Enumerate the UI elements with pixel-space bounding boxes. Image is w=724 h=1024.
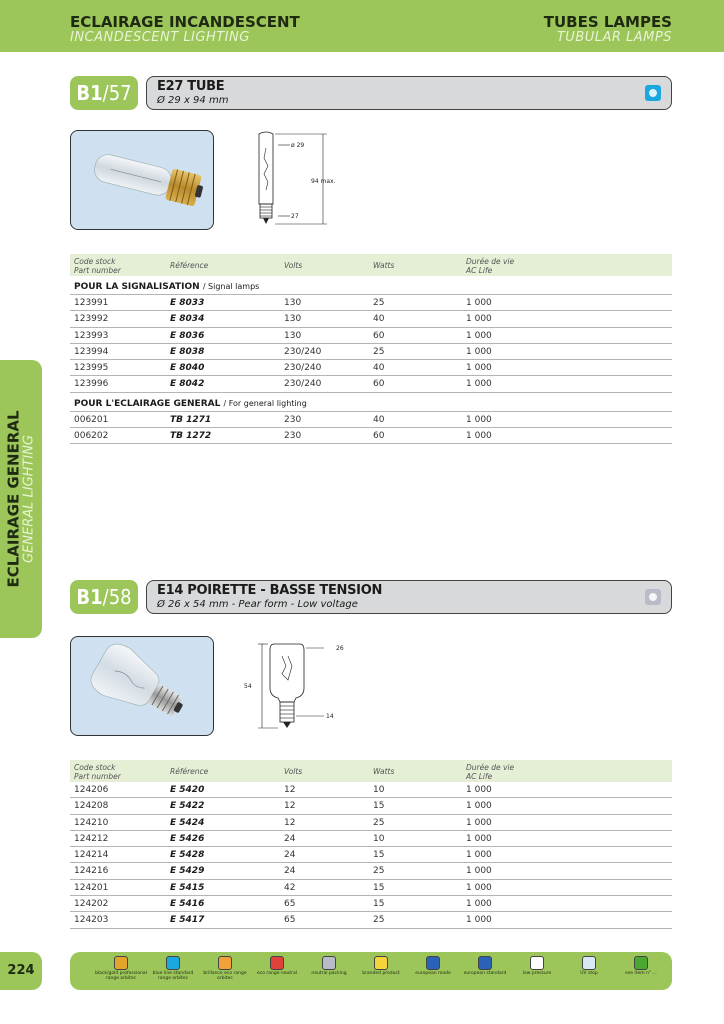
cell-watts: 15 xyxy=(373,850,385,861)
cell-volts: 24 xyxy=(284,850,296,861)
cell-code: 123992 xyxy=(74,314,109,325)
product-code-badge xyxy=(70,76,138,110)
legend-label: low pressure xyxy=(522,971,552,976)
table-row xyxy=(70,912,672,928)
cell-reference: E 8040 xyxy=(170,363,205,374)
table-row xyxy=(70,311,672,327)
legend-label: black/gold professional range orbitec xyxy=(95,971,147,981)
side-tab-subtitle: GENERAL LIGHTING xyxy=(21,434,37,564)
th-life-fr: Durée de vie xyxy=(466,257,515,266)
cell-volts: 130 xyxy=(284,330,302,341)
cell-volts: 12 xyxy=(284,801,296,812)
cell-volts: 230/240 xyxy=(284,363,322,374)
cell-code: 124206 xyxy=(74,785,109,795)
page-header xyxy=(0,0,724,52)
header-category: TUBES LAMPES xyxy=(543,13,672,31)
th-life-fr: Durée de vie xyxy=(466,763,515,772)
cell-watts: 10 xyxy=(373,833,385,844)
cell-life: 1 000 xyxy=(466,785,492,795)
tube-lamp-image xyxy=(71,131,213,229)
table-row xyxy=(70,798,672,814)
legend-label: brillance eco range orbitec xyxy=(203,971,247,981)
legend-item xyxy=(302,956,356,976)
legend-item xyxy=(562,956,616,976)
legend-label: see item n° ... xyxy=(625,971,657,976)
table-row xyxy=(70,376,672,392)
product-photo xyxy=(70,636,214,736)
cell-reference: E 8038 xyxy=(170,346,205,357)
cell-watts: 40 xyxy=(373,363,385,374)
cell-volts: 24 xyxy=(284,833,296,844)
product-title-bar xyxy=(146,76,672,110)
legend-item xyxy=(198,956,252,981)
cell-watts: 60 xyxy=(373,330,385,341)
table-row xyxy=(70,360,672,376)
legend-icon xyxy=(322,956,336,970)
page-number: 224 xyxy=(0,952,42,990)
cell-volts: 230 xyxy=(284,431,302,442)
cell-code: 124208 xyxy=(74,801,109,812)
legend-icon xyxy=(478,956,492,970)
cell-volts: 230/240 xyxy=(284,346,322,357)
legend-item xyxy=(614,956,668,976)
product-title-bar xyxy=(146,580,672,614)
cell-code: 006201 xyxy=(74,414,109,425)
dim-length: 54 xyxy=(244,683,252,690)
product-table-1 xyxy=(70,254,672,444)
section-subtitle: / Signal lamps xyxy=(202,282,260,291)
cell-reference: E 5416 xyxy=(170,899,205,910)
cell-watts: 60 xyxy=(373,431,385,442)
dim-base: 14 xyxy=(326,713,334,720)
cell-reference: E 8033 xyxy=(170,298,205,308)
cell-watts: 25 xyxy=(373,346,385,357)
cell-code: 006202 xyxy=(74,431,109,442)
table-row xyxy=(70,428,672,444)
cell-life: 1 000 xyxy=(466,801,492,812)
product-photo xyxy=(70,130,214,230)
side-tab-title: ECLAIRAGE GENERAL xyxy=(4,410,23,588)
cell-life: 1 000 xyxy=(466,379,492,390)
cell-watts: 25 xyxy=(373,866,385,877)
cell-code: 123994 xyxy=(74,346,109,357)
table-row xyxy=(70,412,672,428)
cell-code: 124214 xyxy=(74,850,109,861)
product-subtitle: Ø 29 x 94 mm xyxy=(157,95,229,106)
cell-life: 1 000 xyxy=(466,866,492,877)
table-row xyxy=(70,831,672,847)
cell-life: 1 000 xyxy=(466,850,492,861)
legend-icon xyxy=(582,956,596,970)
product-code-badge xyxy=(70,580,138,614)
cell-code: 124201 xyxy=(74,882,109,893)
dim-base: 27 xyxy=(291,213,299,220)
cell-reference: E 5420 xyxy=(170,785,205,795)
legend-icon xyxy=(270,956,284,970)
side-tab-label xyxy=(6,410,37,587)
cell-reference: E 5429 xyxy=(170,866,205,877)
legend-icon xyxy=(634,956,648,970)
legend-label: european made xyxy=(415,971,451,976)
legend-icon xyxy=(218,956,232,970)
cell-life: 1 000 xyxy=(466,899,492,910)
cell-volts: 65 xyxy=(284,915,296,926)
table-header xyxy=(70,254,672,276)
section-subtitle: / For general lighting xyxy=(223,398,307,408)
legend-item xyxy=(94,956,148,981)
th-watts: Watts xyxy=(373,261,395,270)
th-volts: Volts xyxy=(284,261,303,270)
th-life xyxy=(466,763,514,781)
legend-item xyxy=(510,956,564,976)
cell-code: 124212 xyxy=(74,833,109,844)
cell-reference: E 5417 xyxy=(170,915,205,926)
legend-item xyxy=(146,956,200,981)
section-title: POUR L'ECLAIRAGE GENERAL xyxy=(74,398,221,409)
cell-life: 1 000 xyxy=(466,346,492,357)
cell-reference: E 5428 xyxy=(170,850,205,861)
cell-watts: 40 xyxy=(373,314,385,325)
dimension-drawing xyxy=(235,128,355,232)
badge-series: B1 xyxy=(76,585,103,609)
legend-item xyxy=(406,956,460,976)
header-category-sub: TUBULAR LAMPS xyxy=(556,30,672,45)
cell-code: 123993 xyxy=(74,330,109,341)
cell-life: 1 000 xyxy=(466,833,492,844)
dim-length: 94 max. xyxy=(311,178,336,185)
table-row xyxy=(70,880,672,896)
cell-volts: 65 xyxy=(284,899,296,910)
cell-life: 1 000 xyxy=(466,330,492,341)
legend-icon xyxy=(426,956,440,970)
cell-volts: 230 xyxy=(284,414,302,425)
cell-reference: TB 1271 xyxy=(170,414,212,425)
table-row xyxy=(70,295,672,311)
legend-item xyxy=(354,956,408,976)
badge-series: B1 xyxy=(76,81,103,105)
cell-code: 124216 xyxy=(74,866,109,877)
cell-life: 1 000 xyxy=(466,414,492,425)
legend-label: branded product xyxy=(362,971,400,976)
legend-label: blue line standard range orbitec xyxy=(152,971,194,981)
cell-volts: 230/240 xyxy=(284,379,322,390)
cell-code: 124202 xyxy=(74,899,109,910)
cell-life: 1 000 xyxy=(466,314,492,325)
section-heading xyxy=(70,276,672,295)
cell-watts: 15 xyxy=(373,882,385,893)
legend-label: eco range neutral xyxy=(256,971,298,976)
table-row xyxy=(70,896,672,912)
product-subtitle: Ø 26 x 54 mm - Pear form - Low voltage xyxy=(157,599,358,610)
th-life-en: AC Life xyxy=(466,266,493,275)
cell-life: 1 000 xyxy=(466,431,492,442)
blue-bulb-icon xyxy=(645,85,661,101)
cell-watts: 60 xyxy=(373,379,385,390)
th-code-en: Part number xyxy=(74,266,121,275)
legend-icon xyxy=(374,956,388,970)
cell-watts: 40 xyxy=(373,414,385,425)
th-life-en: AC Life xyxy=(466,772,493,781)
cell-life: 1 000 xyxy=(466,915,492,926)
cell-code: 123996 xyxy=(74,379,109,390)
footer-legend-bar xyxy=(70,952,672,990)
cell-reference: E 5426 xyxy=(170,833,205,844)
grey-bulb-icon xyxy=(645,589,661,605)
cell-reference: E 5415 xyxy=(170,882,205,893)
cell-life: 1 000 xyxy=(466,817,492,828)
dim-diameter: ø 29 xyxy=(291,142,305,149)
dimension-drawing xyxy=(238,636,358,740)
legend-icon xyxy=(166,956,180,970)
th-code-en: Part number xyxy=(74,772,121,781)
th-code xyxy=(74,257,121,275)
cell-reference: E 8036 xyxy=(170,330,205,341)
cell-volts: 42 xyxy=(284,882,296,893)
th-ref: Référence xyxy=(170,767,209,776)
cell-volts: 130 xyxy=(284,314,302,325)
th-volts: Volts xyxy=(284,767,303,776)
th-life xyxy=(466,257,514,275)
header-title: ECLAIRAGE INCANDESCENT xyxy=(70,13,300,31)
cell-code: 124210 xyxy=(74,817,109,828)
th-ref: Référence xyxy=(170,261,209,270)
legend-icon xyxy=(114,956,128,970)
cell-code: 123995 xyxy=(74,363,109,374)
cell-volts: 24 xyxy=(284,866,296,877)
cell-watts: 25 xyxy=(373,298,385,308)
product-title: E27 TUBE xyxy=(157,79,225,94)
cell-life: 1 000 xyxy=(466,298,492,308)
cell-watts: 25 xyxy=(373,817,385,828)
header-subtitle: INCANDESCENT LIGHTING xyxy=(70,30,250,45)
cell-volts: 130 xyxy=(284,298,302,308)
section-heading xyxy=(70,393,672,412)
cell-code: 123991 xyxy=(74,298,109,308)
product-title: E14 POIRETTE - BASSE TENSION xyxy=(157,583,383,598)
cell-reference: E 8042 xyxy=(170,379,205,390)
cell-watts: 15 xyxy=(373,899,385,910)
cell-reference: E 5422 xyxy=(170,801,205,812)
cell-watts: 15 xyxy=(373,801,385,812)
cell-volts: 12 xyxy=(284,785,296,795)
cell-reference: E 8034 xyxy=(170,314,205,325)
legend-item xyxy=(458,956,512,976)
th-code-fr: Code stock xyxy=(74,763,116,772)
table-row xyxy=(70,847,672,863)
table-row xyxy=(70,863,672,879)
cell-reference: E 5424 xyxy=(170,817,205,828)
legend-item xyxy=(250,956,304,976)
header-left xyxy=(70,14,300,45)
pear-lamp-image xyxy=(71,637,213,735)
table-row xyxy=(70,328,672,344)
table-row xyxy=(70,344,672,360)
cell-code: 124203 xyxy=(74,915,109,926)
cell-life: 1 000 xyxy=(466,882,492,893)
legend-label: neutral packing xyxy=(311,971,347,976)
section-title: POUR LA SIGNALISATION xyxy=(74,282,200,292)
dim-diameter: 26 xyxy=(336,645,344,652)
cell-reference: TB 1272 xyxy=(170,431,212,442)
legend-label: UV stop xyxy=(580,971,598,976)
legend-icon xyxy=(530,956,544,970)
cell-volts: 12 xyxy=(284,817,296,828)
table-row xyxy=(70,782,672,798)
header-right xyxy=(544,14,672,45)
th-code-fr: Code stock xyxy=(74,257,116,266)
table-row xyxy=(70,815,672,831)
cell-watts: 25 xyxy=(373,915,385,926)
product-table-2 xyxy=(70,760,672,929)
cell-watts: 10 xyxy=(373,785,385,795)
cell-life: 1 000 xyxy=(466,363,492,374)
badge-number: /57 xyxy=(102,81,132,105)
table-header xyxy=(70,760,672,782)
th-watts: Watts xyxy=(373,767,395,776)
legend-label: european standard xyxy=(463,971,507,976)
th-code xyxy=(74,763,121,781)
badge-number: /58 xyxy=(102,585,132,609)
